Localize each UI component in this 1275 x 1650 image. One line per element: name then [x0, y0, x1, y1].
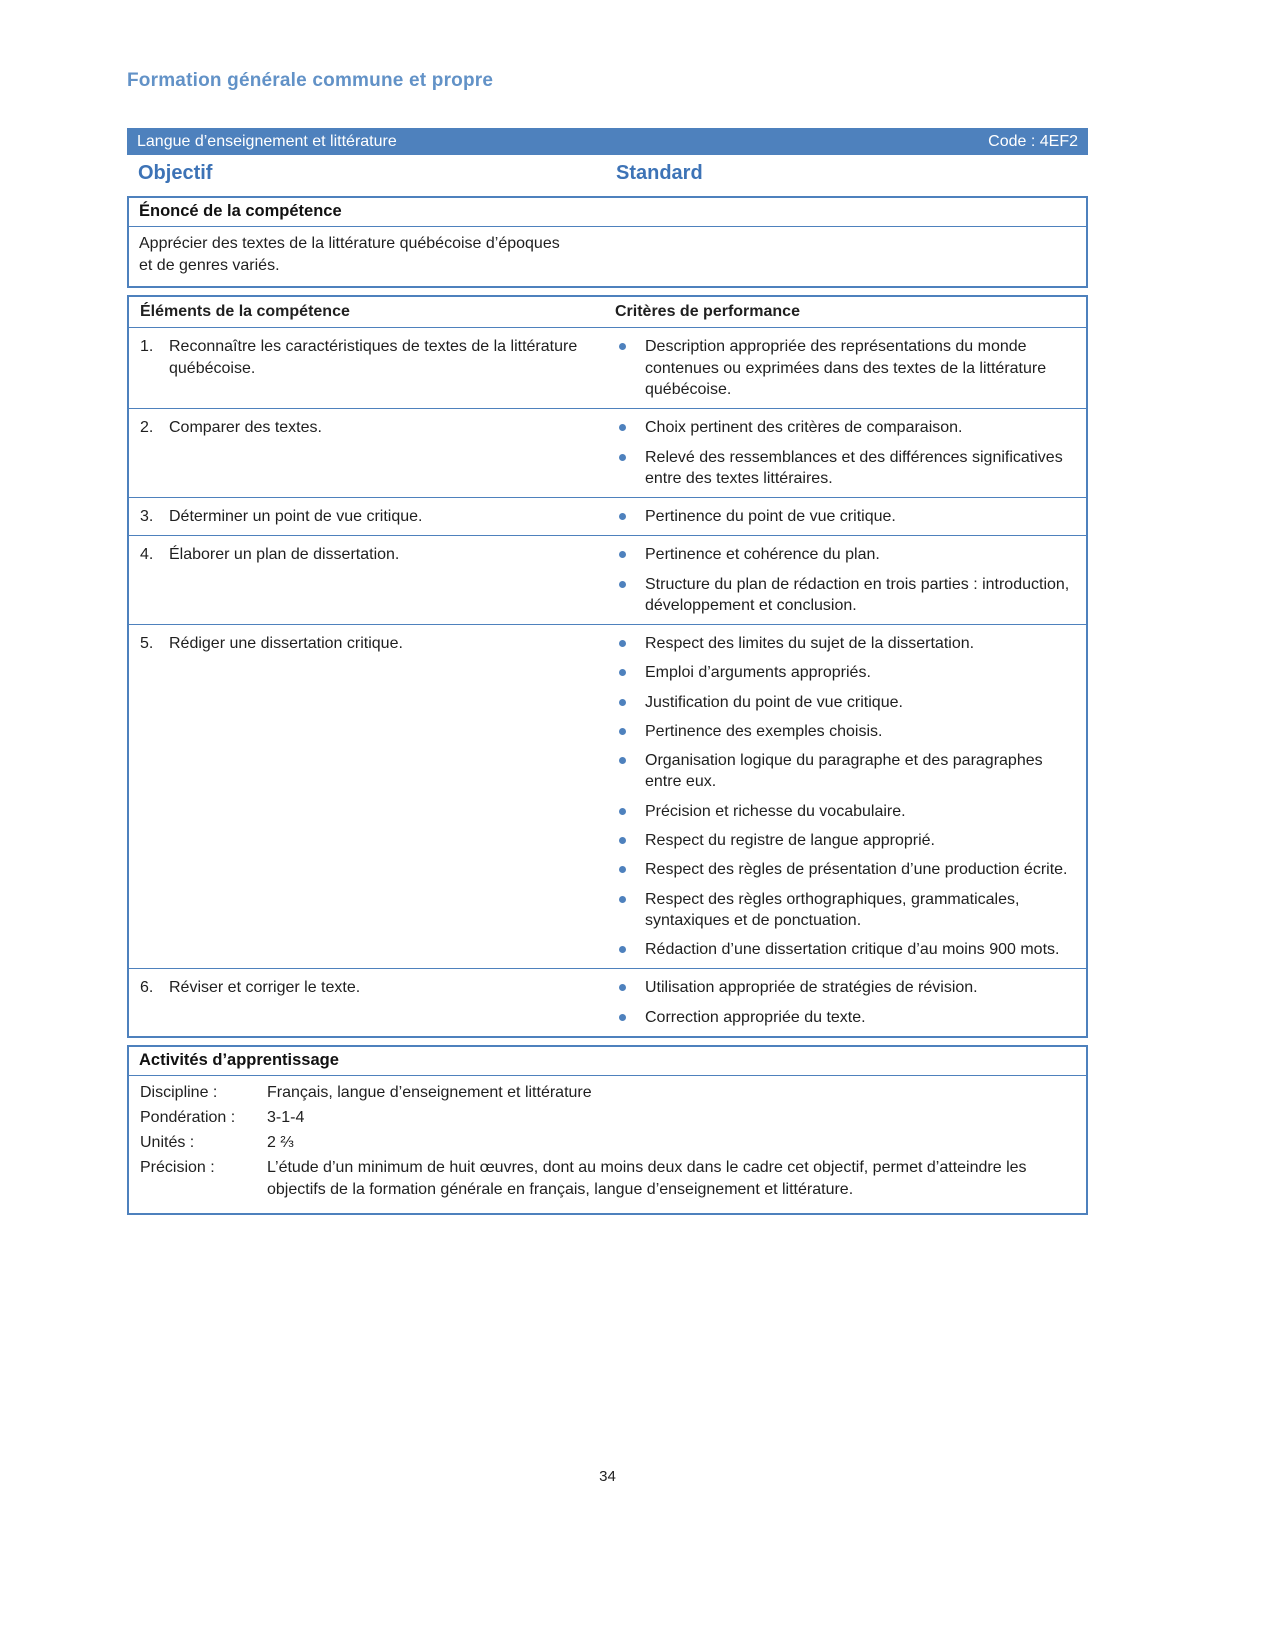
table-row-6 — [129, 969, 1086, 1036]
criteres-list — [615, 336, 1076, 400]
criteres-cell — [615, 536, 1086, 624]
critere-item: Pertinence des exemples choisis. — [615, 721, 1076, 742]
activity-value: 2 ⅔ — [267, 1133, 294, 1151]
element-cell — [129, 536, 615, 624]
critere-item: Respect du registre de langue approprié. — [615, 830, 1076, 851]
element-number: 5. — [140, 635, 154, 653]
critere-item: Correction appropriée du texte. — [615, 1007, 1076, 1028]
criteres-list — [615, 633, 1076, 960]
element-text: Déterminer un point de vue critique. — [169, 508, 423, 526]
table-row-3 — [129, 498, 1086, 536]
activity-label: Pondération : — [140, 1108, 236, 1126]
table-row-4 — [129, 536, 1086, 625]
activity-row — [140, 1107, 1075, 1129]
enonce-header: Énoncé de la compétence — [129, 198, 1086, 227]
activity-value: 3-1-4 — [267, 1108, 305, 1126]
critere-item: Respect des règles orthographiques, grammaticales, syntaxiques et de ponctuation. — [615, 889, 1076, 932]
activity-label: Précision : — [140, 1159, 215, 1177]
criteres-cell — [615, 328, 1086, 408]
critere-item: Précision et richesse du vocabulaire. — [615, 801, 1076, 822]
activity-value: L’étude d’un minimum de huit œuvres, dont au moins deux dans le cadre cet objectif, permet d’atteindre les objectifs de la formation générale en français, langue d’enseignement et littérature. — [267, 1159, 1027, 1199]
competence-table — [127, 295, 1088, 1038]
elements-header: Éléments de la compétence — [140, 303, 350, 321]
element-text: Réviser et corriger le texte. — [169, 979, 361, 997]
element-cell — [129, 328, 615, 408]
element-cell — [129, 625, 615, 968]
activity-label: Discipline : — [140, 1083, 218, 1101]
critere-item: Rédaction d’une dissertation critique d’au moins 900 mots. — [615, 939, 1076, 960]
title-bar-code: Code : 4EF2 — [988, 132, 1078, 150]
critere-item: Description appropriée des représentations du monde contenues ou exprimées dans des textes de la littérature québécoise. — [615, 336, 1076, 400]
criteres-list — [615, 417, 1076, 489]
critere-item: Respect des limites du sujet de la dissertation. — [615, 633, 1076, 654]
title-bar-title: Langue d’enseignement et littérature — [137, 132, 397, 150]
competence-table-header — [129, 297, 1086, 328]
element-text: Reconnaître les caractéristiques de textes de la littérature québécoise. — [169, 338, 578, 377]
activity-value: Français, langue d’enseignement et littérature — [267, 1083, 592, 1101]
activity-row — [140, 1132, 1075, 1154]
criteres-list — [615, 506, 1076, 527]
activites-body — [129, 1076, 1086, 1213]
element-number: 4. — [140, 546, 154, 564]
element-number: 1. — [140, 338, 154, 356]
element-number: 3. — [140, 508, 154, 526]
page-content — [127, 70, 1088, 1222]
critere-item: Choix pertinent des critères de comparaison. — [615, 417, 1076, 438]
critere-item: Utilisation appropriée de stratégies de révision. — [615, 977, 1076, 998]
table-row-1 — [129, 328, 1086, 409]
element-cell — [129, 969, 615, 1036]
element-text: Rédiger une dissertation critique. — [169, 635, 403, 653]
activity-row — [140, 1157, 1075, 1201]
page-number: 34 — [599, 1468, 616, 1485]
criteres-cell — [615, 498, 1086, 535]
table-row-2 — [129, 409, 1086, 498]
activity-row — [140, 1082, 1075, 1104]
page-header: Formation générale commune et propre — [127, 70, 494, 91]
standard-heading: Standard — [616, 162, 703, 184]
enonce-text: Apprécier des textes de la littérature québécoise d’époques et de genres variés. — [139, 235, 560, 274]
criteres-header: Critères de performance — [615, 303, 800, 321]
critere-item: Structure du plan de rédaction en trois parties : introduction, développement et conclusion. — [615, 574, 1076, 617]
critere-item: Organisation logique du paragraphe et des paragraphes entre eux. — [615, 750, 1076, 793]
column-headings — [127, 160, 1088, 190]
element-text: Élaborer un plan de dissertation. — [169, 546, 400, 564]
criteres-cell — [615, 625, 1086, 968]
critere-item: Relevé des ressemblances et des différences significatives entre des textes littéraires. — [615, 447, 1076, 490]
criteres-list — [615, 977, 1076, 1028]
enonce-box — [127, 196, 1088, 288]
element-cell — [129, 498, 615, 535]
critere-item: Justification du point de vue critique. — [615, 692, 1076, 713]
criteres-list — [615, 544, 1076, 616]
activites-header: Activités d’apprentissage — [129, 1047, 1086, 1076]
table-row-5 — [129, 625, 1086, 969]
element-number: 2. — [140, 419, 154, 437]
activity-label: Unités : — [140, 1133, 195, 1151]
critere-item: Pertinence et cohérence du plan. — [615, 544, 1076, 565]
criteres-cell — [615, 969, 1086, 1036]
element-cell — [129, 409, 615, 497]
element-number: 6. — [140, 979, 154, 997]
criteres-cell — [615, 409, 1086, 497]
objectif-heading: Objectif — [138, 162, 213, 184]
title-bar — [127, 128, 1088, 155]
critere-item: Respect des règles de présentation d’une production écrite. — [615, 859, 1076, 880]
activites-box — [127, 1045, 1088, 1215]
critere-item: Pertinence du point de vue critique. — [615, 506, 1076, 527]
critere-item: Emploi d’arguments appropriés. — [615, 662, 1076, 683]
element-text: Comparer des textes. — [169, 419, 322, 437]
